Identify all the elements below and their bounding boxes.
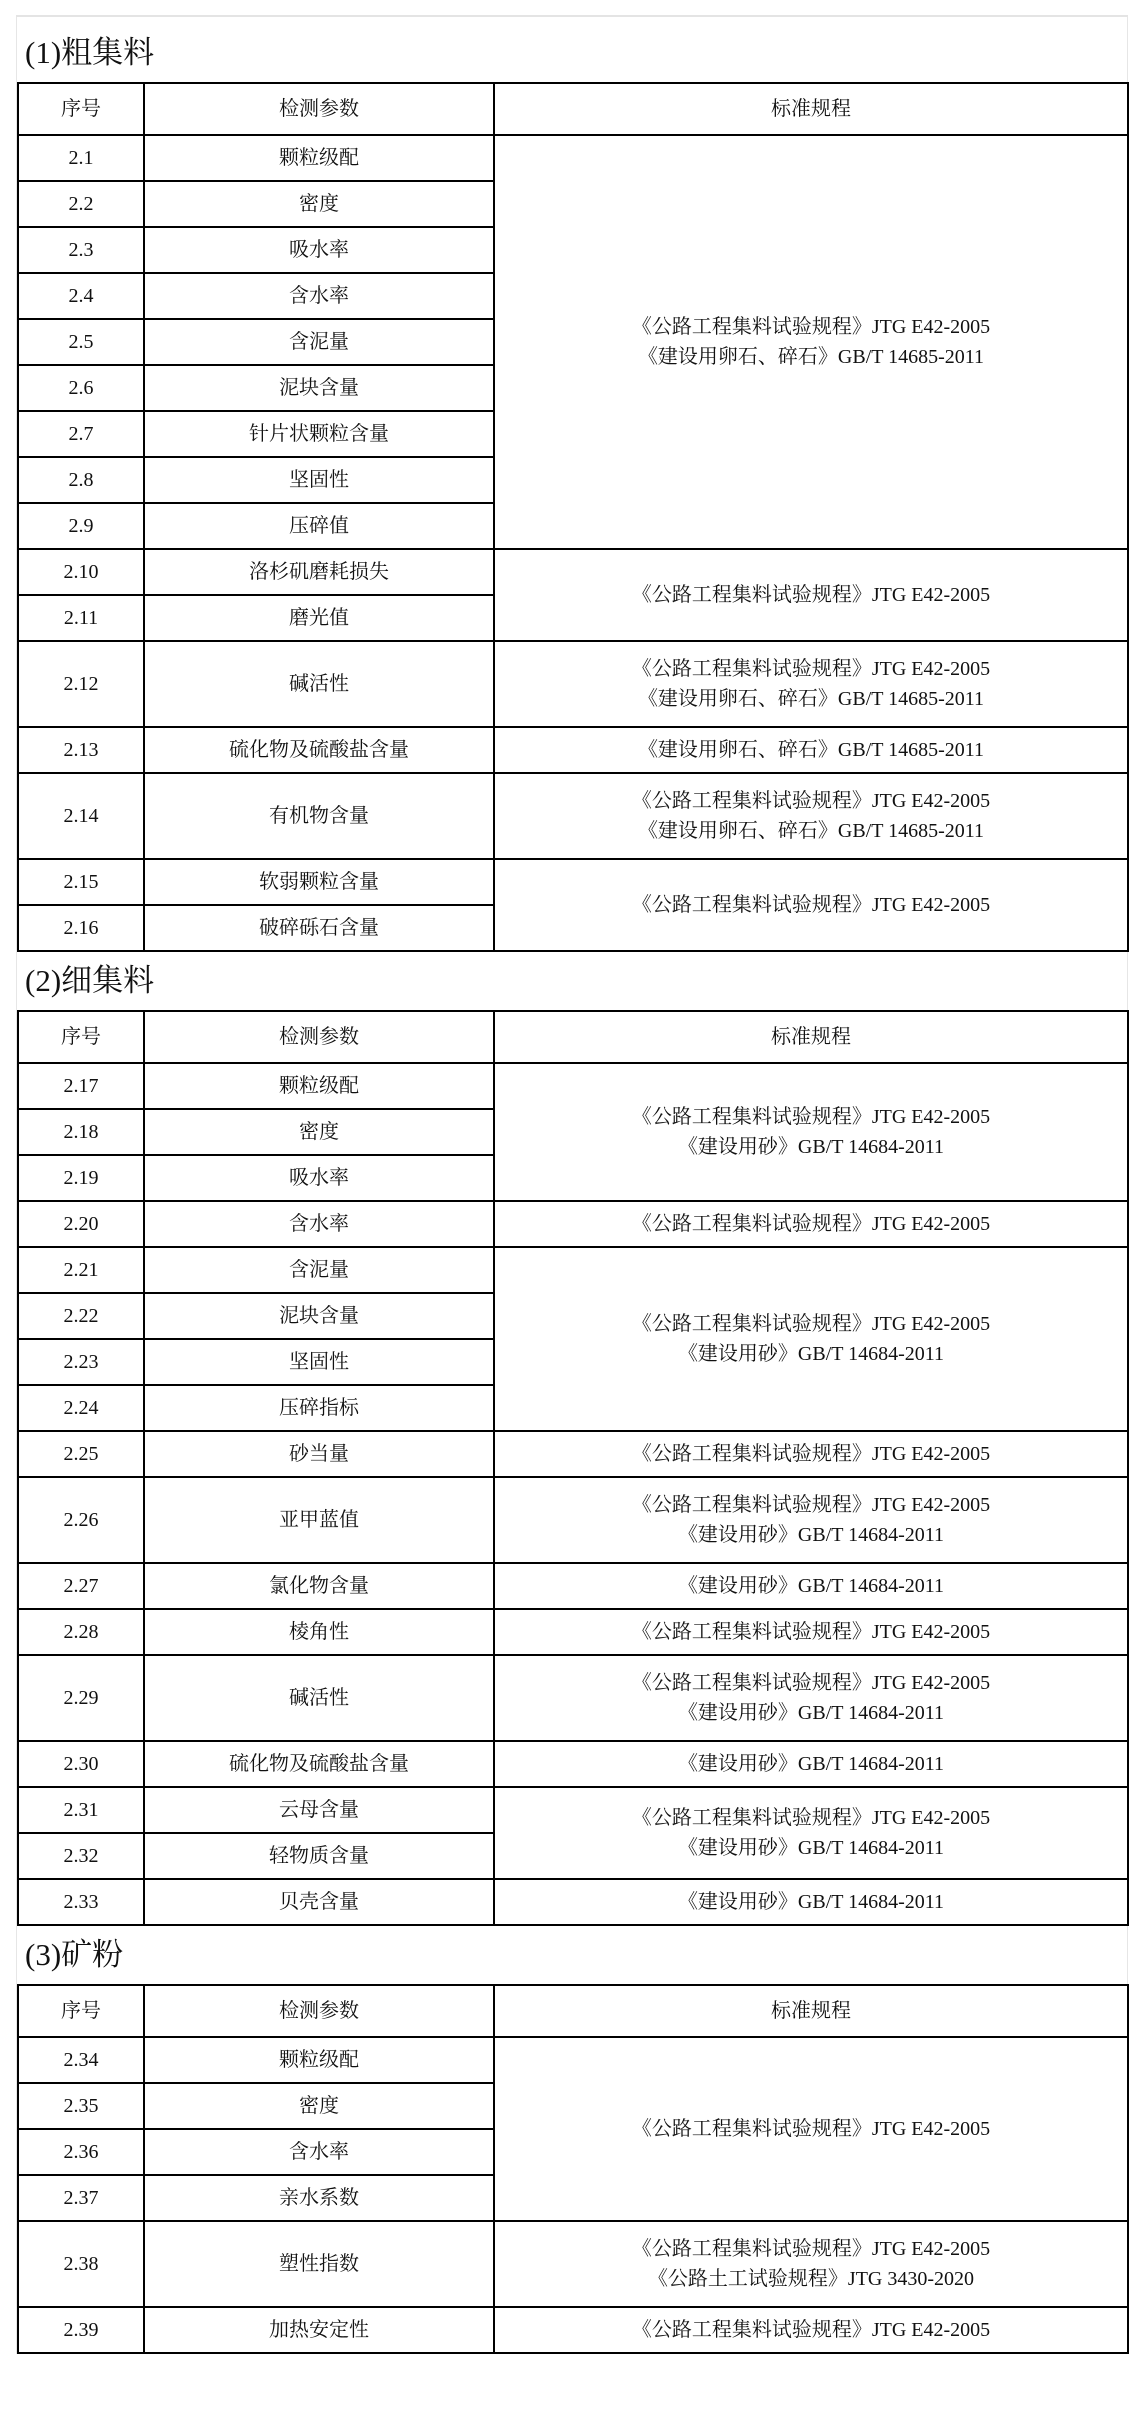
- table-row: [18, 2221, 1128, 2307]
- row-standard: [494, 1431, 1128, 1477]
- standard-line: 《公路工程集料试验规程》JTG E42-2005: [631, 316, 991, 338]
- row-number: 2.32: [18, 1833, 144, 1879]
- standard-line: 《公路工程集料试验规程》JTG E42-2005: [631, 2319, 991, 2341]
- row-parameter: 坚固性: [144, 1339, 494, 1385]
- row-parameter: 吸水率: [144, 1155, 494, 1201]
- row-parameter: 砂当量: [144, 1431, 494, 1477]
- table-row: [18, 859, 1128, 905]
- row-number: 2.2: [18, 181, 144, 227]
- standard-line: 《公路工程集料试验规程》JTG E42-2005: [631, 1313, 991, 1335]
- standard-line: 《公路工程集料试验规程》JTG E42-2005: [631, 1213, 991, 1235]
- row-number: 2.31: [18, 1787, 144, 1833]
- row-standard: [494, 2221, 1128, 2307]
- standard-line: 《建设用砂》GB/T 14684-2011: [677, 1702, 945, 1724]
- section-title: (3)矿粉: [25, 1937, 124, 1972]
- table-row: [18, 641, 1128, 727]
- standard-line: 《公路工程集料试验规程》JTG E42-2005: [631, 584, 991, 606]
- row-number: 2.34: [18, 2037, 144, 2083]
- row-standard: [494, 1063, 1128, 1201]
- row-number: 2.30: [18, 1741, 144, 1787]
- row-number: 2.24: [18, 1385, 144, 1431]
- row-parameter: 棱角性: [144, 1609, 494, 1655]
- table-row: [18, 773, 1128, 859]
- table-row: [18, 1431, 1128, 1477]
- table-row: [18, 1247, 1128, 1293]
- row-parameter: 吸水率: [144, 227, 494, 273]
- test-table: [17, 1984, 1129, 2354]
- table-row: [18, 727, 1128, 773]
- row-parameter: 破碎砾石含量: [144, 905, 494, 951]
- table-header: [18, 83, 1128, 135]
- table-row: [18, 549, 1128, 595]
- table-row: [18, 2037, 1128, 2083]
- standard-line: 《建设用卵石、碎石》GB/T 14685-2011: [637, 346, 985, 368]
- row-parameter: 有机物含量: [144, 773, 494, 859]
- header-no: 序号: [18, 1985, 144, 2037]
- row-number: 2.20: [18, 1201, 144, 1247]
- row-parameter: 轻物质含量: [144, 1833, 494, 1879]
- standard-line: 《公路工程集料试验规程》JTG E42-2005: [631, 1672, 991, 1694]
- row-standard: [494, 1879, 1128, 1925]
- row-parameter: 加热安定性: [144, 2307, 494, 2353]
- row-standard: [494, 2037, 1128, 2221]
- row-standard: [494, 2307, 1128, 2353]
- row-parameter: 碱活性: [144, 641, 494, 727]
- row-parameter: 硫化物及硫酸盐含量: [144, 1741, 494, 1787]
- row-number: 2.39: [18, 2307, 144, 2353]
- row-standard: [494, 549, 1128, 641]
- row-parameter: 颗粒级配: [144, 1063, 494, 1109]
- header-param: 检测参数: [144, 1985, 494, 2037]
- table-row: [18, 1063, 1128, 1109]
- row-parameter: 碱活性: [144, 1655, 494, 1741]
- row-standard: [494, 1787, 1128, 1879]
- row-number: 2.5: [18, 319, 144, 365]
- row-parameter: 亚甲蓝值: [144, 1477, 494, 1563]
- row-number: 2.14: [18, 773, 144, 859]
- row-parameter: 含泥量: [144, 1247, 494, 1293]
- row-number: 2.6: [18, 365, 144, 411]
- row-parameter: 塑性指数: [144, 2221, 494, 2307]
- header-param: 检测参数: [144, 1011, 494, 1063]
- row-number: 2.29: [18, 1655, 144, 1741]
- row-number: 2.12: [18, 641, 144, 727]
- row-parameter: 贝壳含量: [144, 1879, 494, 1925]
- standard-line: 《公路工程集料试验规程》JTG E42-2005: [631, 1807, 991, 1829]
- row-parameter: 颗粒级配: [144, 2037, 494, 2083]
- row-parameter: 泥块含量: [144, 1293, 494, 1339]
- row-standard: [494, 1741, 1128, 1787]
- standard-line: 《建设用砂》GB/T 14684-2011: [677, 1136, 945, 1158]
- table-header: [18, 1011, 1128, 1063]
- row-number: 2.18: [18, 1109, 144, 1155]
- test-table: [17, 1010, 1129, 1926]
- row-parameter: 亲水系数: [144, 2175, 494, 2221]
- document: [16, 15, 1128, 2354]
- section-title: (2)细集料: [25, 963, 155, 998]
- row-parameter: 密度: [144, 1109, 494, 1155]
- row-number: 2.23: [18, 1339, 144, 1385]
- row-standard: [494, 859, 1128, 951]
- standard-line: 《建设用卵石、碎石》GB/T 14685-2011: [637, 739, 985, 761]
- header-param: 检测参数: [144, 83, 494, 135]
- standard-line: 《公路工程集料试验规程》JTG E42-2005: [631, 658, 991, 680]
- row-parameter: 硫化物及硫酸盐含量: [144, 727, 494, 773]
- row-standard: [494, 135, 1128, 549]
- row-number: 2.3: [18, 227, 144, 273]
- standard-line: 《公路工程集料试验规程》JTG E42-2005: [631, 2118, 991, 2140]
- row-parameter: 压碎指标: [144, 1385, 494, 1431]
- standard-line: 《公路工程集料试验规程》JTG E42-2005: [631, 1443, 991, 1465]
- row-parameter: 坚固性: [144, 457, 494, 503]
- row-parameter: 软弱颗粒含量: [144, 859, 494, 905]
- table-row: [18, 1609, 1128, 1655]
- row-parameter: 含水率: [144, 2129, 494, 2175]
- row-parameter: 洛杉矶磨耗损失: [144, 549, 494, 595]
- table-row: [18, 2307, 1128, 2353]
- row-number: 2.37: [18, 2175, 144, 2221]
- row-number: 2.22: [18, 1293, 144, 1339]
- table-row: [18, 1741, 1128, 1787]
- row-number: 2.11: [18, 595, 144, 641]
- row-standard: [494, 1247, 1128, 1431]
- row-parameter: 含水率: [144, 1201, 494, 1247]
- table-row: [18, 1201, 1128, 1247]
- header-no: 序号: [18, 83, 144, 135]
- row-standard: [494, 1477, 1128, 1563]
- table-row: [18, 135, 1128, 181]
- standard-line: 《公路土工试验规程》JTG 3430-2020: [647, 2268, 975, 2290]
- row-parameter: 泥块含量: [144, 365, 494, 411]
- standard-line: 《公路工程集料试验规程》JTG E42-2005: [631, 1494, 991, 1516]
- row-standard: [494, 641, 1128, 727]
- standard-line: 《建设用砂》GB/T 14684-2011: [677, 1837, 945, 1859]
- header-standard: 标准规程: [494, 83, 1128, 135]
- row-parameter: 密度: [144, 2083, 494, 2129]
- row-number: 2.21: [18, 1247, 144, 1293]
- row-number: 2.33: [18, 1879, 144, 1925]
- standard-line: 《建设用砂》GB/T 14684-2011: [677, 1343, 945, 1365]
- row-parameter: 氯化物含量: [144, 1563, 494, 1609]
- standard-line: 《建设用卵石、碎石》GB/T 14685-2011: [637, 688, 985, 710]
- row-parameter: 颗粒级配: [144, 135, 494, 181]
- standard-line: 《建设用砂》GB/T 14684-2011: [677, 1575, 945, 1597]
- standard-line: 《公路工程集料试验规程》JTG E42-2005: [631, 2238, 991, 2260]
- row-standard: [494, 1201, 1128, 1247]
- header-no: 序号: [18, 1011, 144, 1063]
- row-number: 2.8: [18, 457, 144, 503]
- row-standard: [494, 1609, 1128, 1655]
- table-row: [18, 1879, 1128, 1925]
- row-number: 2.26: [18, 1477, 144, 1563]
- table-row: [18, 1477, 1128, 1563]
- row-number: 2.27: [18, 1563, 144, 1609]
- test-table: [17, 82, 1129, 952]
- row-number: 2.13: [18, 727, 144, 773]
- row-parameter: 针片状颗粒含量: [144, 411, 494, 457]
- row-number: 2.17: [18, 1063, 144, 1109]
- section-1: [16, 17, 1128, 952]
- row-parameter: 含水率: [144, 273, 494, 319]
- standard-line: 《公路工程集料试验规程》JTG E42-2005: [631, 894, 991, 916]
- row-parameter: 磨光值: [144, 595, 494, 641]
- standard-line: 《公路工程集料试验规程》JTG E42-2005: [631, 790, 991, 812]
- standard-line: 《建设用砂》GB/T 14684-2011: [677, 1524, 945, 1546]
- row-number: 2.7: [18, 411, 144, 457]
- table-row: [18, 1563, 1128, 1609]
- row-standard: [494, 727, 1128, 773]
- standard-line: 《建设用卵石、碎石》GB/T 14685-2011: [637, 820, 985, 842]
- row-number: 2.25: [18, 1431, 144, 1477]
- row-number: 2.16: [18, 905, 144, 951]
- section-3: [16, 1926, 1128, 2354]
- section-2: [16, 952, 1128, 1926]
- header-standard: 标准规程: [494, 1011, 1128, 1063]
- standard-line: 《公路工程集料试验规程》JTG E42-2005: [631, 1621, 991, 1643]
- header-standard: 标准规程: [494, 1985, 1128, 2037]
- row-number: 2.28: [18, 1609, 144, 1655]
- row-number: 2.36: [18, 2129, 144, 2175]
- row-number: 2.1: [18, 135, 144, 181]
- table-header: [18, 1985, 1128, 2037]
- row-number: 2.35: [18, 2083, 144, 2129]
- row-number: 2.38: [18, 2221, 144, 2307]
- row-number: 2.9: [18, 503, 144, 549]
- row-number: 2.4: [18, 273, 144, 319]
- row-standard: [494, 1655, 1128, 1741]
- section-title: (1)粗集料: [25, 35, 155, 70]
- row-parameter: 压碎值: [144, 503, 494, 549]
- row-number: 2.15: [18, 859, 144, 905]
- row-standard: [494, 773, 1128, 859]
- table-row: [18, 1787, 1128, 1833]
- row-number: 2.10: [18, 549, 144, 595]
- row-parameter: 密度: [144, 181, 494, 227]
- row-standard: [494, 1563, 1128, 1609]
- row-parameter: 云母含量: [144, 1787, 494, 1833]
- standard-line: 《公路工程集料试验规程》JTG E42-2005: [631, 1106, 991, 1128]
- table-row: [18, 1655, 1128, 1741]
- standard-line: 《建设用砂》GB/T 14684-2011: [677, 1753, 945, 1775]
- row-number: 2.19: [18, 1155, 144, 1201]
- standard-line: 《建设用砂》GB/T 14684-2011: [677, 1891, 945, 1913]
- row-parameter: 含泥量: [144, 319, 494, 365]
